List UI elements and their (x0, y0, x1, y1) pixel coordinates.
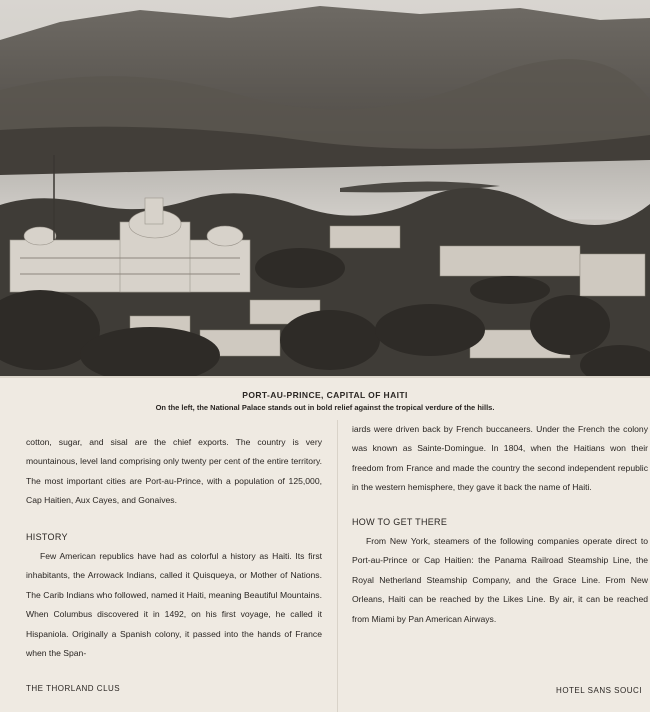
travel-paragraph: From New York, steamers of the following companies operate direct to Port-au-Prince or Cap Haitien: the Panama Railroad Steamship Line, the Royal Netherland Steamship Company, and the Grace Line. From New Orleans, Haiti can be reached by the Likes Line. By air, it can be reached from Miami by Pan American Airways. (352, 536, 648, 624)
footer-right-label: HOTEL SANS SOUCI (556, 686, 642, 695)
history-paragraph: Few American republics have had as colorful a history as Haiti. Its first inhabitants, the Arrowack Indians, called it Quisqueya, or Mother of Nations. The Carib Indians who followed, named it Haiti, meaning Beautiful Mountains. When Columbus discovered it in 1492, on his first voyage, he called it Hispaniola. Originally a Spanish colony, it passed into the hands of France when the Span- (26, 551, 322, 659)
how-to-get-there-heading: HOW TO GET THERE (352, 516, 448, 527)
history-heading: HISTORY (26, 531, 68, 542)
right-column (352, 420, 648, 629)
exports-paragraph: cotton, sugar, and sisal are the chief exports. The country is very mountainous, level land comprising only twenty per cent of the entire territory. The most important cities are Port-au-Prince, with a population of 125,000, Cap Haitien, Aux Cayes, and Gonaives. (26, 437, 322, 506)
french-colony-paragraph: iards were driven back by French buccaneers. Under the French the colony was known as Sainte-Domingue. In 1804, when the Haitians won their freedom from France and made the country the second independent republic in the western hemisphere, they gave it back the name of Haiti. (352, 424, 648, 493)
page-fold-divider (337, 420, 338, 712)
caption-title: PORT-AU-PRINCE, CAPITAL OF HAITI (242, 390, 408, 400)
caption-subtitle: On the left, the National Palace stands out in bold relief against the tropical verdure of the hills. (155, 403, 495, 412)
photo-caption (0, 378, 650, 418)
footer-left-label: THE THORLAND CLUS (26, 684, 121, 693)
left-column (26, 433, 322, 663)
